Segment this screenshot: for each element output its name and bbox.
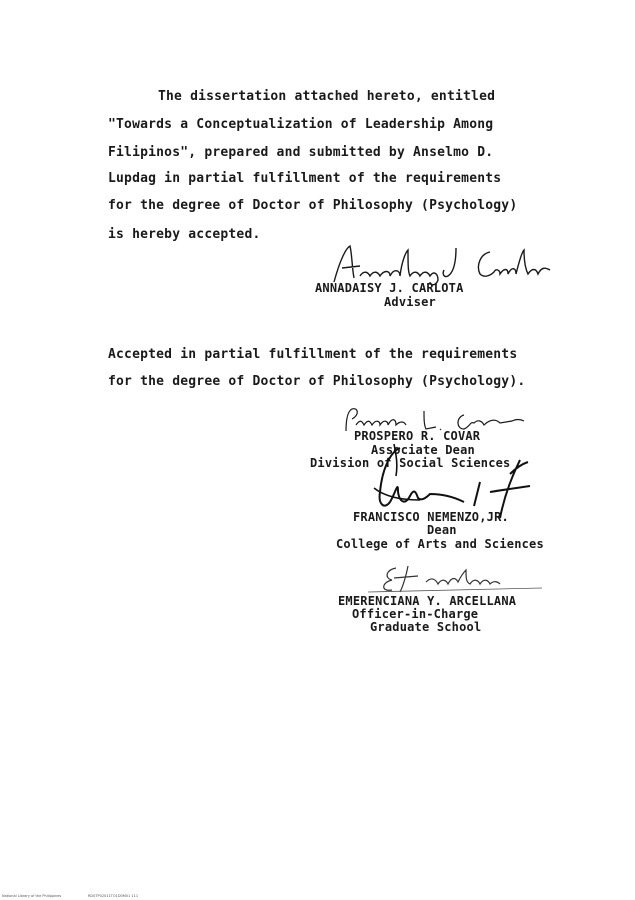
oic-signature [366,562,556,596]
paragraph-line-2: "Towards a Conceptualization of Leadership Among [108,117,494,132]
footer-left: National Library of the Philippines [2,894,62,898]
oic-title: Officer-in-Charge [352,607,479,621]
associate-dean-signature-stroke [346,409,406,431]
paragraph-line-4: Lupdag in partial fulfillment of the requirements [108,171,502,186]
dean-title: Dean [427,523,457,537]
associate-dean-signature-initial [424,411,441,430]
oic-name: EMERENCIANA Y. ARCELLANA [338,594,517,608]
dean-college: College of Arts and Sciences [336,537,544,551]
adviser-signature-stroke [334,246,438,285]
adviser-signature-surname [478,250,550,276]
oic-signature-initial [384,566,418,592]
associate-dean-title: Associate Dean [371,443,475,457]
acceptance-line-1: Accepted in partial fulfillment of the requirements [108,347,518,362]
oic-signature-surname [426,570,500,584]
adviser-title: Adviser [384,295,436,309]
associate-dean-name: PROSPERO R. COVAR [354,429,481,443]
acceptance-line-2: for the degree of Doctor of Philosophy (Psychology). [108,374,526,389]
associate-dean-signature-surname [458,415,524,429]
oic-office: Graduate School [370,620,482,634]
footer-right: RD0TP02011TO1D0M01 111 [88,894,139,898]
paragraph-line-3: Filipinos", prepared and submitted by Anselmo D. [108,145,494,160]
adviser-signature-initial [443,248,456,277]
associate-dean-division: Division of Social Sciences [310,456,511,470]
paragraph-line-1: The dissertation attached hereto, entitled [158,89,496,104]
dean-signature [360,440,560,520]
oic-signature-underline [368,588,542,592]
adviser-name: ANNADAISY J. CARLOTA [315,281,464,295]
dean-name: FRANCISCO NEMENZO,JR. [353,510,509,524]
paragraph-line-6: is hereby accepted. [108,227,261,242]
paragraph-line-5: for the degree of Doctor of Philosophy (Psychology) [108,198,518,213]
